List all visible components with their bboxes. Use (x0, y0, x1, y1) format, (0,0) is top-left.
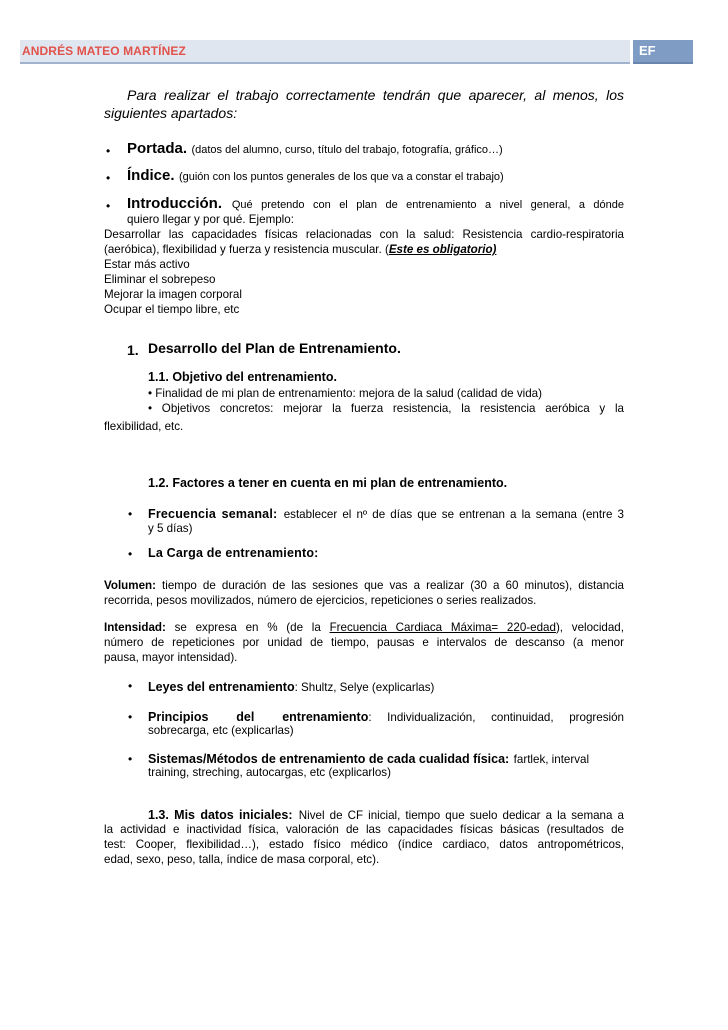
fc-max-link: Frecuencia Cardiaca Máxima= 220-edad (329, 621, 556, 634)
subject-badge-label: EF (639, 43, 656, 58)
volumen-label: Volumen: (104, 579, 156, 592)
objective-line-1: • Finalidad de mi plan de entrenamiento: mejora de la salud (calidad de vida) (148, 387, 542, 400)
item-introduccion-desc-2: quiero llegar y por qué. Ejemplo: (127, 213, 294, 226)
leyes-text: : Shultz, Selye (explicarlas) (294, 681, 435, 694)
bullet-icon: • (128, 752, 133, 766)
section-1-title: Desarrollo del Plan de Entrenamiento. (148, 340, 401, 356)
intro-line-1: Para realizar el trabajo correctamente tendrán que aparecer, al menos, los (127, 87, 624, 103)
author-name: ANDRÉS MATEO MARTÍNEZ (22, 44, 186, 58)
frecuencia-line-1 (148, 505, 624, 523)
mandatory-note: Este es obligatorio) (388, 243, 497, 256)
section-1-3-text-4: edad, sexo, peso, talla, índice de masa corporal, etc). (104, 853, 380, 866)
item-indice-title: Índice. (127, 167, 175, 184)
objective-line-2: • Objetivos concretos: mejorar la fuerza resistencia, la resistencia aeróbica y la (148, 402, 624, 415)
intensidad-text-1b: ), velocidad, (555, 621, 624, 634)
bullet-icon: • (128, 547, 133, 561)
volumen-text-2: recorrida, pesos movilizados, número de ejercicios, repeticiones o series realizados. (104, 594, 537, 607)
section-1-3-text-2: la actividad e inactividad física, valoración de las capacidades físicas básicas (resultados de (104, 823, 624, 836)
principios-label: Principios del entrenamiento (148, 710, 369, 724)
objective-line-3: flexibilidad, etc. (104, 420, 184, 433)
section-1-3-text-1: Nivel de CF inicial, tiempo que suelo dedicar a la semana a (298, 809, 624, 822)
goal-item: Mejorar la imagen corporal (104, 288, 242, 301)
goal-item: Eliminar el sobrepeso (104, 273, 216, 286)
example-line-1: Desarrollar las capacidades físicas relacionadas con la salud: Resistencia cardio-respiratoria (104, 228, 624, 241)
frecuencia-text-2: y 5 días) (148, 522, 193, 535)
volumen-text-1: tiempo de duración de las sesiones que vas a realizar (30 a 60 minutos), distancia (162, 579, 624, 592)
section-1-1-title: 1.1. Objetivo del entrenamiento. (148, 370, 337, 384)
intro-line-2: siguientes apartados: (104, 105, 238, 121)
intensidad-text-3: pausa, mayor intensidad). (104, 651, 238, 664)
section-1-3-text-3: test: Cooper, flexibilidad…), estado físico médico (índice cardiaco, datos antropométricos, (104, 838, 624, 851)
section-1-3-title: 1.3. Mis datos iniciales: (148, 808, 293, 822)
leyes-label: Leyes del entrenamiento (148, 680, 295, 694)
sistemas-text-1: fartlek, interval (513, 753, 590, 766)
section-1-number: 1. (127, 342, 139, 358)
bullet-icon: • (128, 710, 133, 724)
carga-label: La Carga de entrenamiento: (148, 546, 319, 560)
goal-item: Estar más activo (104, 258, 190, 271)
leyes-line (148, 678, 434, 696)
example-line-2 (104, 242, 496, 257)
bullet-icon: • (128, 679, 133, 693)
sistemas-label: Sistemas/Métodos de entrenamiento de cada cualidad física: (148, 752, 510, 766)
item-introduccion (127, 195, 624, 213)
bullet-icon: • (106, 144, 111, 158)
intensidad-label: Intensidad: (104, 621, 166, 634)
frecuencia-text-1: establecer el nº de días que se entrenan a la semana (entre 3 (283, 508, 624, 521)
volumen-line-1 (104, 578, 624, 593)
intensidad-text-2: número de repeticiones por unidad de tiempo, pausas e intervalos de descanso (a menor (104, 636, 624, 649)
example-line-2-text: (aeróbica), flexibilidad y fuerza y resistencia muscular. ( (104, 243, 389, 256)
bullet-icon: • (106, 171, 111, 185)
principios-text-1: : Individualización, continuidad, progresión (368, 711, 624, 724)
item-portada-desc: (datos del alumno, curso, título del trabajo, fotografía, gráfico…) (191, 144, 503, 156)
intensidad-text-1a: se expresa en % (de la (174, 621, 321, 634)
bullet-icon: • (106, 199, 111, 213)
frecuencia-label: Frecuencia semanal: (148, 507, 278, 521)
item-portada (127, 140, 503, 158)
item-portada-title: Portada. (127, 140, 188, 157)
sistemas-text-2: training, streching, autocargas, etc (explicarlos) (148, 766, 391, 779)
item-introduccion-title: Introducción. (127, 195, 222, 212)
intensidad-line-1 (104, 620, 624, 635)
bullet-icon: • (128, 507, 133, 521)
section-1-2-title: 1.2. Factores a tener en cuenta en mi plan de entrenamiento. (148, 476, 508, 490)
item-indice (127, 167, 504, 185)
item-indice-desc: (guión con los puntos generales de los que va a constar el trabajo) (178, 171, 504, 183)
goal-item: Ocupar el tiempo libre, etc (104, 303, 240, 316)
principios-text-2: sobrecarga, etc (explicarlas) (148, 724, 294, 737)
item-introduccion-desc-1: Qué pretendo con el plan de entrenamiento a nivel general, a dónde (231, 199, 624, 211)
